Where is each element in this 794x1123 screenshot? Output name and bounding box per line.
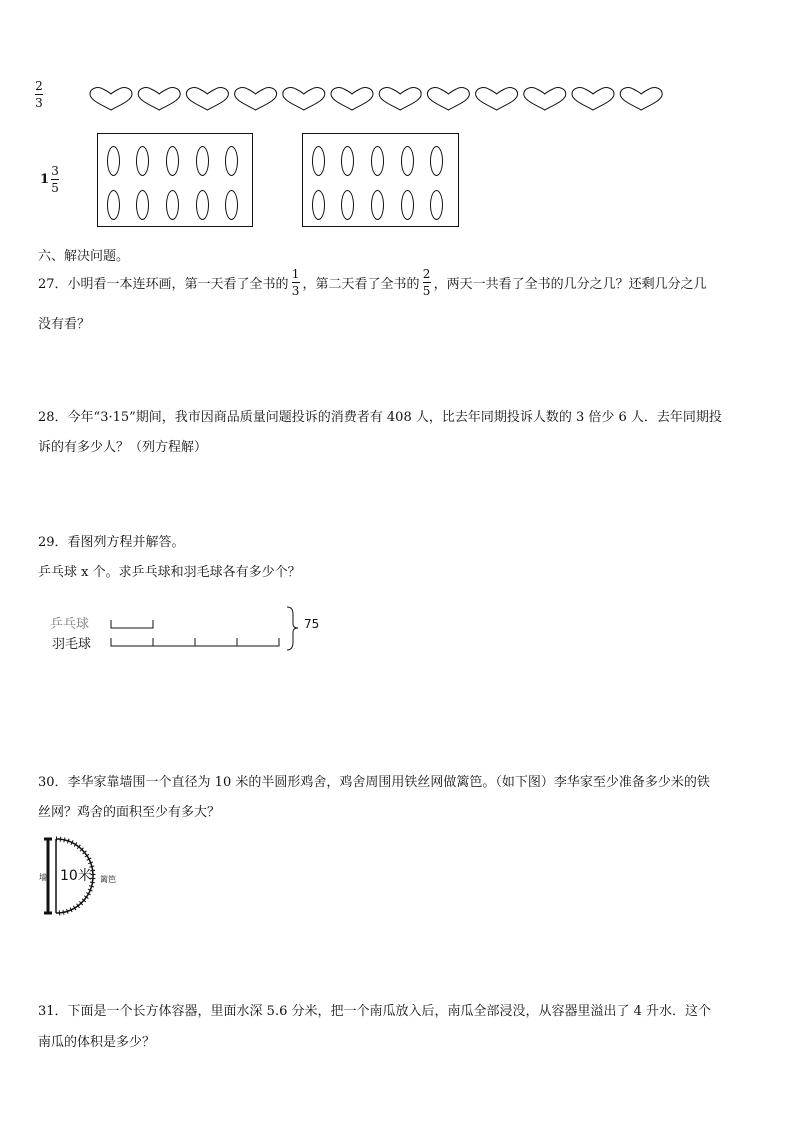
fraction-denominator: 3 <box>291 284 300 298</box>
oval <box>166 146 179 176</box>
question-31-line-2: 南瓜的体积是多少？ <box>38 1035 156 1050</box>
oval <box>401 190 414 220</box>
section-heading: 六、解决问题。 <box>38 249 130 264</box>
heart-shape <box>476 88 518 110</box>
q27-text-1: 27．小明看一本连环画，第一天看了全书的 <box>38 277 289 292</box>
question-27-line-1 <box>38 268 707 297</box>
question-30-line-2: 丝网？鸡舍的面积至少有多大？ <box>38 805 221 820</box>
label-badminton: 羽毛球 <box>52 637 92 652</box>
badminton-segment <box>111 638 279 646</box>
fraction-numerator: 2 <box>422 267 431 281</box>
question-27-line-2: 没有看？ <box>38 317 91 332</box>
heart-shape <box>235 88 277 110</box>
oval <box>401 146 414 176</box>
question-29-line-2: 乒乓球 x 个。求乒乓球和羽毛球各有多少个？ <box>38 565 301 580</box>
question-29-line-1: 29．看图列方程并解答。 <box>38 535 185 550</box>
oval <box>430 190 443 220</box>
mixed-number-one-three-fifths <box>40 165 59 194</box>
heart-shape <box>524 88 566 110</box>
oval <box>136 190 149 220</box>
oval <box>430 146 443 176</box>
oval <box>196 146 209 176</box>
oval <box>312 146 325 176</box>
oval-box-2 <box>302 133 459 227</box>
fraction-two-thirds <box>35 80 43 109</box>
heart-shape <box>138 88 180 110</box>
oval <box>107 190 120 220</box>
label-pingpong: 乒乓球 <box>50 617 90 632</box>
oval <box>312 190 325 220</box>
pingpong-segment <box>111 620 153 628</box>
fraction-denominator: 5 <box>422 284 431 298</box>
heart-shape <box>379 88 421 110</box>
total-brace <box>287 607 298 650</box>
fraction-numerator: 3 <box>51 164 59 178</box>
fence-label: 篱笆 <box>100 875 116 884</box>
oval-box-1 <box>97 133 253 227</box>
oval <box>107 146 120 176</box>
question-30-line-1: 30．李华家靠墙围一个直径为 10 米的半圆形鸡舍，鸡舍周围用铁丝网做篱笆。（如下图）李华家至少准备多少米的铁 <box>38 775 710 790</box>
fraction-numerator: 2 <box>35 79 43 93</box>
heart-shape <box>186 88 228 110</box>
oval <box>371 190 384 220</box>
fraction-numerator: 1 <box>291 267 300 281</box>
heart-shape <box>572 88 614 110</box>
oval <box>136 146 149 176</box>
q27-text-2: ，第二天看了全书的 <box>302 277 420 292</box>
heart-shape <box>620 88 662 110</box>
oval <box>341 190 354 220</box>
oval <box>341 146 354 176</box>
question-31-line-1: 31．下面是一个长方体容器，里面水深 5.6 分米，把一个南瓜放入后，南瓜全部浸没，从容器里溢出了 4 升水．这个 <box>38 1004 712 1019</box>
fraction-denominator: 5 <box>51 181 59 195</box>
oval <box>225 190 238 220</box>
fraction-denominator: 3 <box>35 96 43 110</box>
heart-shape <box>331 88 373 110</box>
total-label: 75 <box>304 617 320 631</box>
wall-label: 墙 <box>39 873 47 882</box>
oval <box>225 146 238 176</box>
segment-diagram <box>105 604 305 654</box>
heart-shape <box>283 88 325 110</box>
hearts-row <box>88 86 668 112</box>
semicircle-coop-diagram <box>40 835 150 920</box>
diameter-label: 10米 <box>60 868 92 884</box>
question-28-line-2: 诉的有多少人？（列方程解） <box>38 440 208 455</box>
oval <box>196 190 209 220</box>
q27-text-3: ，两天一共看了全书的几分之几？还剩几分之几 <box>433 277 707 292</box>
oval <box>166 190 179 220</box>
mixed-whole: 1 <box>40 172 50 187</box>
heart-shape <box>90 88 132 110</box>
oval <box>371 146 384 176</box>
question-28-line-1: 28．今年“3·15”期间，我市因商品质量问题投诉的消费者有 408 人，比去年同期投诉人数的 3 倍少 6 人．去年同期投 <box>38 410 722 425</box>
heart-shape <box>427 88 469 110</box>
